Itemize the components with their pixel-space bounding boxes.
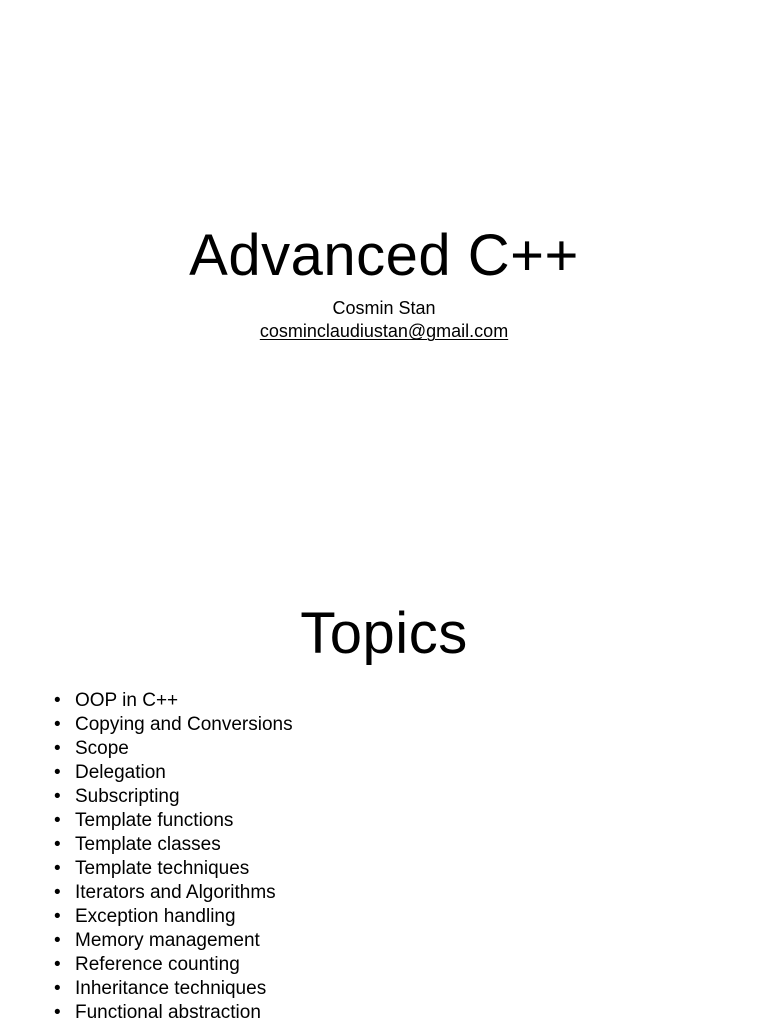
topic-item — [52, 881, 293, 905]
topic-item — [52, 809, 293, 833]
topic-label: Functional abstraction — [75, 1002, 261, 1023]
topics-slide — [0, 576, 768, 1024]
bullet-icon: • — [54, 1002, 61, 1023]
bullet-icon: • — [54, 762, 61, 783]
bullet-icon: • — [54, 714, 61, 735]
topic-item — [52, 833, 293, 857]
email-link[interactable]: cosminclaudiustan@gmail.com — [259, 321, 509, 341]
bullet-icon: • — [54, 738, 61, 759]
presentation-title: Advanced C++ — [189, 223, 579, 288]
topic-item — [52, 713, 293, 737]
topics-list — [52, 689, 293, 1024]
topic-item — [52, 785, 293, 809]
topic-label: Template functions — [75, 810, 234, 831]
topic-label: Subscripting — [75, 786, 180, 807]
topic-label: Reference counting — [75, 954, 240, 975]
topic-item — [52, 977, 293, 1001]
topic-label: Iterators and Algorithms — [75, 882, 276, 903]
topic-label: Inheritance techniques — [75, 978, 267, 999]
topic-item — [52, 929, 293, 953]
bullet-icon: • — [54, 978, 61, 999]
bullet-icon: • — [54, 810, 61, 831]
topic-item — [52, 1001, 293, 1024]
bullet-icon: • — [54, 930, 61, 951]
topic-item — [52, 953, 293, 977]
bullet-icon: • — [54, 882, 61, 903]
author-name: Cosmin Stan — [332, 298, 436, 318]
topic-label: Template classes — [75, 834, 221, 855]
bullet-icon: • — [54, 954, 61, 975]
topic-item — [52, 689, 293, 713]
topic-label: Template techniques — [75, 858, 250, 879]
topic-label: Memory management — [75, 930, 260, 951]
topic-label: OOP in C++ — [75, 690, 179, 711]
topic-label: Scope — [75, 738, 129, 759]
topic-label: Copying and Conversions — [75, 714, 293, 735]
topic-label: Exception handling — [75, 906, 236, 927]
topic-item — [52, 857, 293, 881]
topic-label: Delegation — [75, 762, 166, 783]
bullet-icon: • — [54, 858, 61, 879]
topic-item — [52, 905, 293, 929]
topic-item — [52, 737, 293, 761]
bullet-icon: • — [54, 906, 61, 927]
author-email — [0, 320, 768, 342]
bullet-icon: • — [54, 786, 61, 807]
bullet-icon: • — [54, 834, 61, 855]
topic-item — [52, 761, 293, 785]
bullet-icon: • — [54, 690, 61, 711]
topics-title: Topics — [300, 601, 468, 666]
